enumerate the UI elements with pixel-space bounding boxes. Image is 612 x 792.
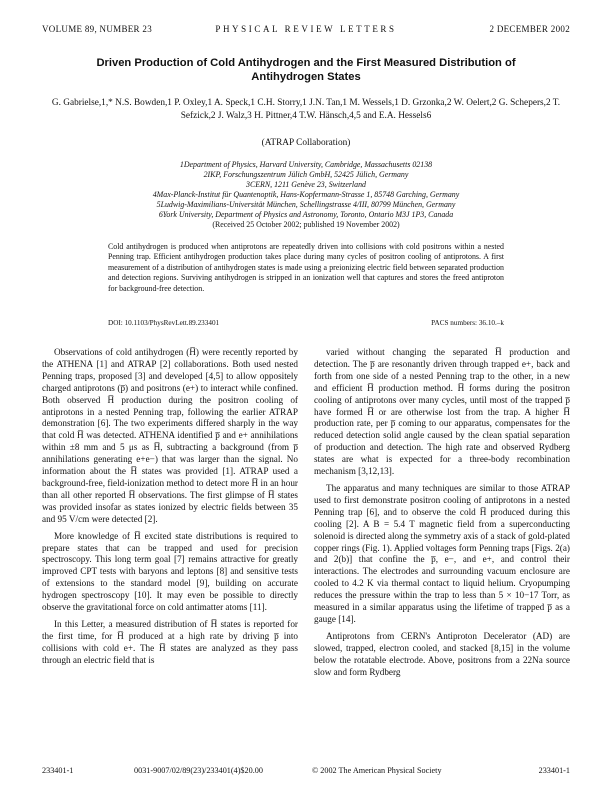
affiliation-3: 3CERN, 1211 Genève 23, Switzerland xyxy=(246,180,366,189)
article-title: Driven Production of Cold Antihydrogen and the First Measured Distribution of Antihydrogen States xyxy=(96,57,516,83)
left-column xyxy=(42,347,298,667)
doi-link[interactable]: DOI: 10.1103/PhysRevLett.89.233401 xyxy=(108,319,220,327)
paragraph: Antiprotons from CERN's Antiproton Decelerator (AD) are slowed, trapped, electron cooled, and stacked [8,15] in the volume below the rotatable electrode. Above, positrons from a 22Na source slow and form Rydberg xyxy=(314,630,570,677)
paragraph: More knowledge of H̅ excited state distributions is required to prepare states that can be trapped and used for precision spectroscopy. This long term goal [7] remains attractive for greatly improved CPT tests with baryons and leptons [8] and sensitive tests of extensions to the standard model [9], building on accurate hydrogen spectroscopy [10]. It may even be possible to directly observe the gravitational force on cold antimatter atoms [11]. xyxy=(42,530,298,613)
affiliation-4: 4Max-Planck-Institut für Quantenoptik, Hans-Kopfermann-Strasse 1, 85748 Garching, Germany xyxy=(152,190,460,199)
paragraph: In this Letter, a measured distribution of H̅ states is reported for the first time, for H̅ produced at a high rate by driving p̅ into collisions with cold e+. The H̅ states are analyzed as they pass through an electric field that is xyxy=(42,618,298,665)
pacs-numbers: PACS numbers: 36.10.–k xyxy=(431,319,504,327)
paragraph: varied without changing the separated H̅ production and detection. The p̅ are resonantly driven through trapped e+, back and forth from one side of a nested Penning trap to the other, in a new and efficient H̅ production method. H̅ forms during the positron cooling of antiprotons over many cycles, until most of the trapped p̅ have formed H̅ or are otherwise lost from the trap. A higher H̅ production rate, per p̅ coming to our apparatus, compensates for the reduced detection solid angle caused by the clean spatial separation of production and detection. The high rate and observed Rydberg states are what is expected for a three-body recombination mechanism [3,12,13]. xyxy=(314,347,570,477)
affiliation-5: 5Ludwig-Maximilians-Universität München, Schellingstrasse 4/III, 80799 München, Germany xyxy=(156,200,456,209)
running-header xyxy=(42,24,570,36)
page-number-right: 233401-1 xyxy=(538,766,570,775)
affiliation-2: 2IKP, Forschungszentrum Jülich GmbH, 52425 Jülich, Germany xyxy=(203,170,409,179)
affiliations xyxy=(60,160,552,230)
article-meta xyxy=(108,319,504,329)
journal-name: PHYSICAL REVIEW LETTERS xyxy=(215,24,397,34)
author-list: G. Gabrielse,1,* N.S. Bowden,1 P. Oxley,1 A. Speck,1 C.H. Storry,1 J.N. Tan,1 M. Wessels,1 D. Grzonka,2 W. Oelert,2 G. Schepers,2 T. Sefzick,2 J. Walz,3 H. Pittner,4 T.W. Hänsch,4,5 and E.A. Hessels6 xyxy=(51,98,561,121)
paragraph: Observations of cold antihydrogen (H̅) were recently reported by the ATHENA [1] and ATRAP [2] collaborations. Both used nested Penning traps, proposed [3] and developed [4,5] to allow oppositely charged antiprotons (p̅) and positrons (e+) to interact while confined. Both observed H̅ production during the positron cooling of antiprotons in a nested Penning trap, following the earlier ATRAP demonstration [6]. The two experiments differed sharply in the way that cold H̅ was detected. ATHENA identified p̅ and e+ annihilations within ±8 mm and 5 μs as H̅, subtracting a background (from p̅ annihilations generating e+e−) that was larger than the signal. No information about the H̅ states was provided [1]. ATRAP used a background-free, field-ionization method to detect more H̅ in an hour than all other reported H̅ observations. The first glimpse of H̅ states was provided insofar as states ionized by electric fields between 35 and 95 V/cm were detected [2]. xyxy=(42,347,298,524)
issn-code: 0031-9007/02/89(23)/233401(4)$20.00 xyxy=(134,766,263,775)
page-footer xyxy=(42,766,570,778)
page-number-left: 233401-1 xyxy=(42,766,74,775)
received-date: (Received 25 October 2002; published 19 November 2002) xyxy=(212,220,400,229)
abstract: Cold antihydrogen is produced when antiprotons are repeatedly driven into collisions with cold positrons within a nested Penning trap. Efficient antihydrogen production takes place during many cycles of positron cooling of antiprotons. A first measurement of a distribution of antihydrogen states is made using a preionizing electric field between separated production and detection regions. Surviving antihydrogen is stripped in an ionization well that captures and stores the freed antiproton for background-free detection. xyxy=(108,242,504,293)
paragraph: The apparatus and many techniques are similar to those ATRAP used to first demonstrate positron cooling of antiprotons in a nested Penning trap [6], and to observe the cold H̅ produced during this cooling [2]. A B = 5.4 T magnetic field from a superconducting solenoid is directed along the symmetry axis of a stack of gold-plated copper rings (Fig. 1). Applied voltages form Penning traps [Figs. 2(a) and 2(b)] that confine the p̅, e−, and e+, and control their interactions. The electrodes and surrounding vacuum enclosure are cooled to 4.2 K via thermal contact to liquid helium. Cryopumping reduces the pressure within the trap to less than 5 × 10−17 Torr, as measured in a similar apparatus using the lifetime of trapped p̅ as a gauge [14]. xyxy=(314,482,570,624)
affiliation-1: 1Department of Physics, Harvard University, Cambridge, Massachusetts 02138 xyxy=(179,160,433,169)
copyright-notice: © 2002 The American Physical Society xyxy=(312,766,442,775)
issue-date: 2 DECEMBER 2002 xyxy=(489,24,570,34)
right-column xyxy=(314,347,570,678)
volume-number: VOLUME 89, NUMBER 23 xyxy=(42,24,153,34)
collaboration-name: (ATRAP Collaboration) xyxy=(261,138,351,148)
affiliation-6: 6York University, Department of Physics and Astronomy, Toronto, Ontario M3J 1P3, Canada xyxy=(158,210,454,219)
